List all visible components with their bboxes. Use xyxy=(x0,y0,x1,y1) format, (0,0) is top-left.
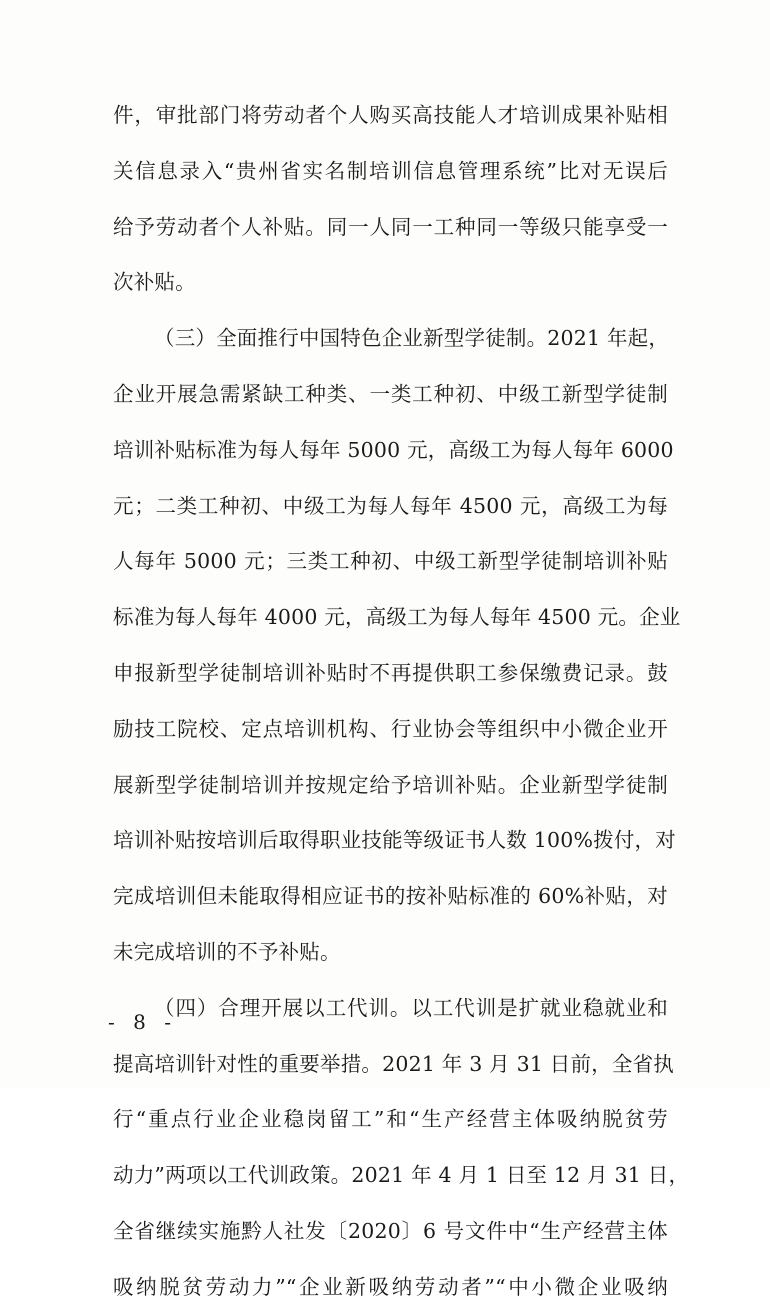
text-line: 人每年 5000 元；三类工种初、中级工新型学徒制培训补贴 xyxy=(113,549,668,574)
section-heading-line: （四）合理开展以工代训。以工代训是扩就业稳就业和 xyxy=(154,995,668,1020)
text-line: 完成培训但未能取得相应证书的按补贴标准的 60%补贴，对 xyxy=(113,884,668,909)
text-line: 申报新型学徒制培训补贴时不再提供职工参保缴费记录。鼓 xyxy=(113,660,668,685)
text-line: 全省继续实施黔人社发〔2020〕6 号文件中“生产经营主体 xyxy=(113,1218,668,1243)
text-line: 未完成培训的不予补贴。 xyxy=(113,939,341,964)
text-line: 提高培训针对性的重要举措。2021 年 3 月 31 日前，全省执 xyxy=(113,1051,674,1076)
page-number: - 8 - xyxy=(108,1010,177,1034)
text-line: 培训补贴标准为每人每年 5000 元，高级工为每人每年 6000 xyxy=(113,437,674,462)
text-line: 培训补贴按培训后取得职业技能等级证书人数 100%拨付，对 xyxy=(113,828,676,853)
body-text xyxy=(113,88,690,1316)
section-heading-line: （三）全面推行中国特色企业新型学徒制。2021 年起， xyxy=(154,326,670,351)
text-line: 关信息录入“贵州省实名制培训信息管理系统”比对无误后 xyxy=(113,158,668,183)
text-line: 展新型学徒制培训并按规定给予培训补贴。企业新型学徒制 xyxy=(113,772,668,797)
text-line: 给予劳动者个人补贴。同一人同一工种同一等级只能享受一 xyxy=(113,214,668,239)
text-line: 元；二类工种初、中级工为每人每年 4500 元，高级工为每 xyxy=(113,493,668,518)
text-line: 励技工院校、定点培训机构、行业协会等组织中小微企业开 xyxy=(113,716,668,741)
text-line: 企业开展急需紧缺工种类、一类工种初、中级工新型学徒制 xyxy=(113,381,668,406)
text-line: 次补贴。 xyxy=(113,270,196,295)
text-line: 行“重点行业企业稳岗留工”和“生产经营主体吸纳脱贫劳 xyxy=(113,1107,668,1132)
text-line: 吸纳脱贫劳动力”“企业新吸纳劳动者”“中小微企业吸纳 xyxy=(113,1274,668,1299)
text-line: 件，审批部门将劳动者个人购买高技能人才培训成果补贴相 xyxy=(113,103,668,127)
text-line: 标准为每人每年 4000 元，高级工为每人每年 4500 元。企业 xyxy=(113,605,681,630)
text-line: 动力”两项以工代训政策。2021 年 4 月 1 日至 12 月 31 日， xyxy=(113,1163,690,1188)
